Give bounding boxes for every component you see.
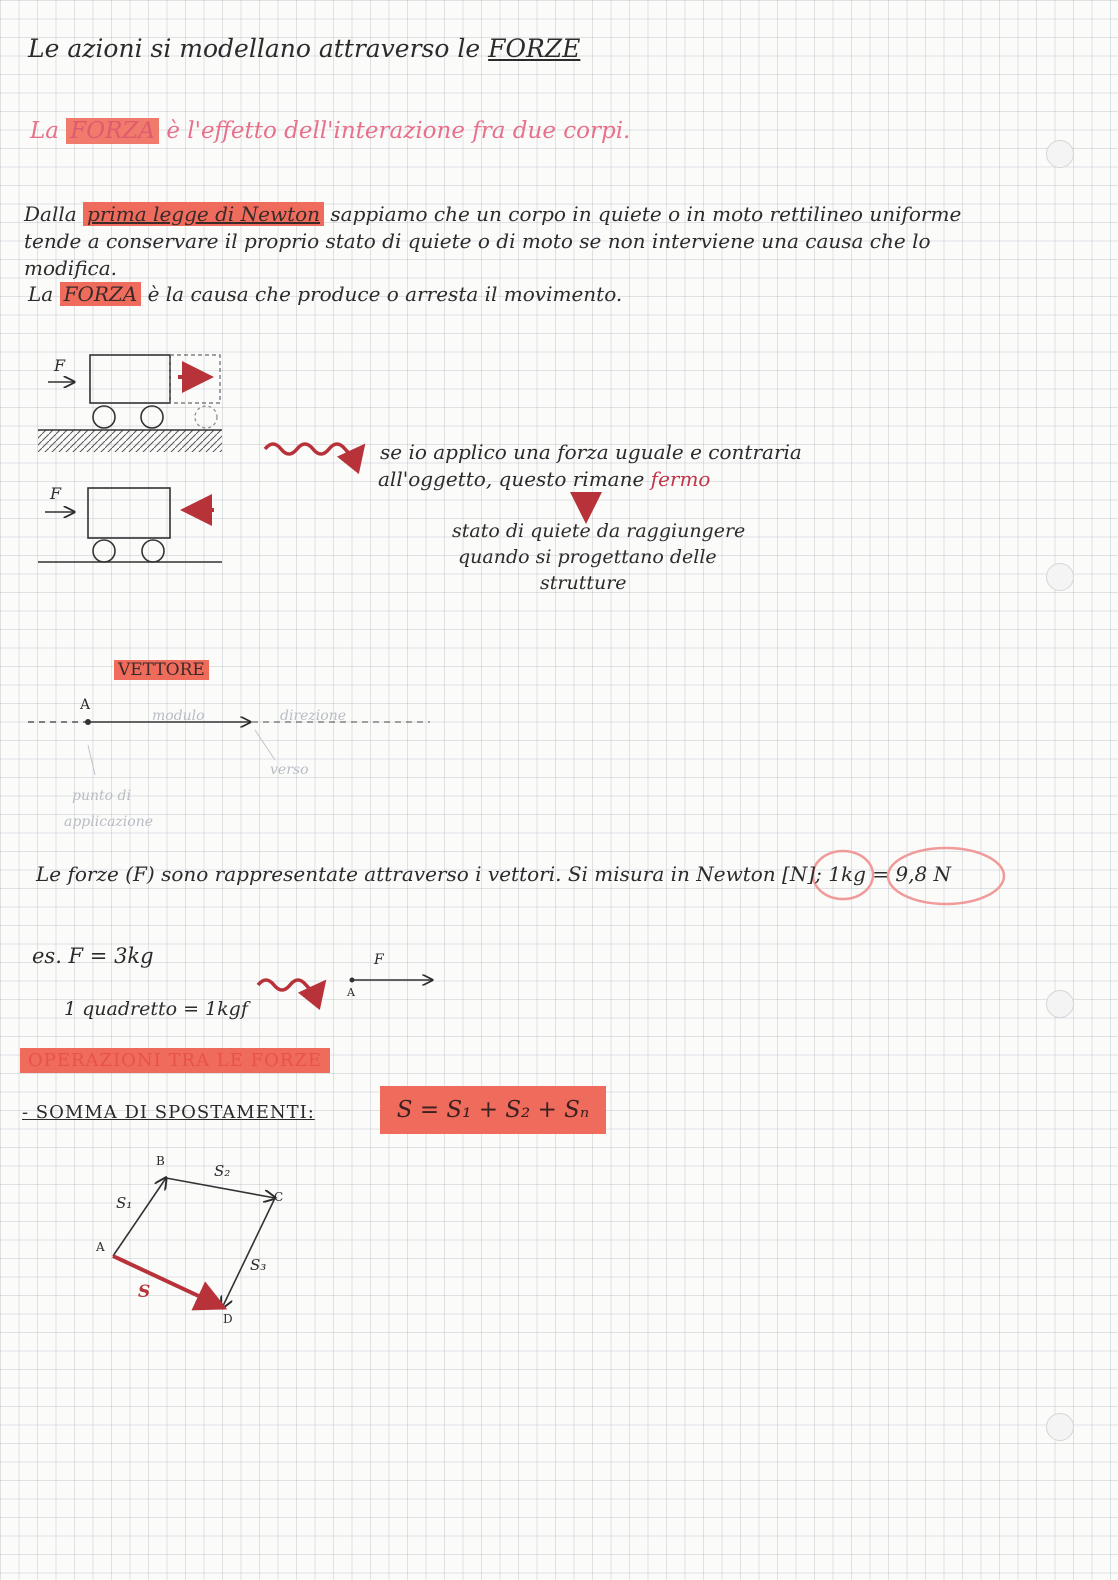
forces-symbol: F xyxy=(133,862,147,886)
newton-line-2: tende a conservare il proprio stato di quiete o di moto se non interviene una causa che lo xyxy=(24,229,931,253)
note-line-3: stato di quiete da raggiungere xyxy=(452,520,746,542)
example-vector-label: F xyxy=(374,952,384,968)
cause-post: è la causa che produce o arresta il movimento. xyxy=(141,282,623,306)
point-b-label: B xyxy=(156,1154,165,1168)
definition-keyword: FORZA xyxy=(66,118,159,144)
wavy-arrow-1 xyxy=(265,444,361,454)
wavy-arrow-2 xyxy=(258,980,322,990)
newton-line1-c: sappiamo che un corpo in quiete o in moto rettilineo uniforme xyxy=(324,202,962,226)
vector-verso: verso xyxy=(270,762,309,778)
vector-punto-2: applicazione xyxy=(64,814,153,830)
definition-pre: La xyxy=(30,118,67,144)
note-line-5: strutture xyxy=(540,572,627,594)
point-c-label: C xyxy=(274,1190,284,1204)
cause-pre: La xyxy=(28,282,60,306)
heading-text: Le azioni si modellano attraverso le xyxy=(28,34,489,63)
vector-punto-1: punto di xyxy=(72,788,131,804)
cart-moving xyxy=(38,355,222,452)
operations-title: OPERAZIONI TRA LE FORZE xyxy=(20,1048,330,1073)
example-line-2: 1 quadretto = 1kgf xyxy=(64,998,248,1020)
sum-label: - SOMMA DI SPOSTAMENTI: xyxy=(22,1102,315,1123)
vector-modulo: modulo xyxy=(152,708,205,724)
note-line2-text: all'oggetto, questo rimane xyxy=(378,467,651,491)
s1-label: S₁ xyxy=(116,1194,133,1212)
newton-line-3: modifica. xyxy=(24,256,118,280)
vector-title: VETTORE xyxy=(114,660,209,680)
note-line-1: se io applico una forza uguale e contraria xyxy=(380,440,802,464)
forces-post: ) sono rappresentate attraverso i vettori. Si misura in Newton xyxy=(146,862,783,886)
vector-direzione: direzione xyxy=(280,708,347,724)
example-point-label: A xyxy=(347,986,355,999)
note-line-4: quando si progettano delle xyxy=(458,546,717,568)
force-label-1: F xyxy=(54,356,66,375)
forces-conversion: 1kg = 9,8 N xyxy=(828,862,952,886)
sum-formula: S = S₁ + S₂ + Sₙ xyxy=(380,1086,606,1134)
example-line-1: es. F = 3kg xyxy=(32,944,154,968)
definition-post: è l'effetto dell'interazione fra due corpi. xyxy=(159,118,631,144)
cart-static xyxy=(38,488,222,562)
point-a-label: A xyxy=(96,1240,105,1254)
forces-unit: [N] xyxy=(782,862,816,886)
note-line-2 xyxy=(378,467,710,491)
forces-line xyxy=(36,862,951,886)
s2-label: S₂ xyxy=(214,1162,231,1180)
vector-point-label: A xyxy=(80,697,91,713)
vector-diagram xyxy=(28,719,430,775)
s3-label: S₃ xyxy=(250,1256,267,1274)
s-label: S xyxy=(138,1282,151,1302)
force-label-2: F xyxy=(50,484,62,503)
point-d-label: D xyxy=(223,1312,233,1326)
heading-keyword: FORZE xyxy=(488,34,581,63)
newton-law-highlight: prima legge di Newton xyxy=(83,202,324,226)
cause-keyword: FORZA xyxy=(60,282,142,306)
note-fermo: fermo xyxy=(650,467,711,491)
newton-line1-a: Dalla xyxy=(24,202,84,226)
forces-pre: Le forze ( xyxy=(36,862,134,886)
forces-sep: ; xyxy=(815,862,829,886)
